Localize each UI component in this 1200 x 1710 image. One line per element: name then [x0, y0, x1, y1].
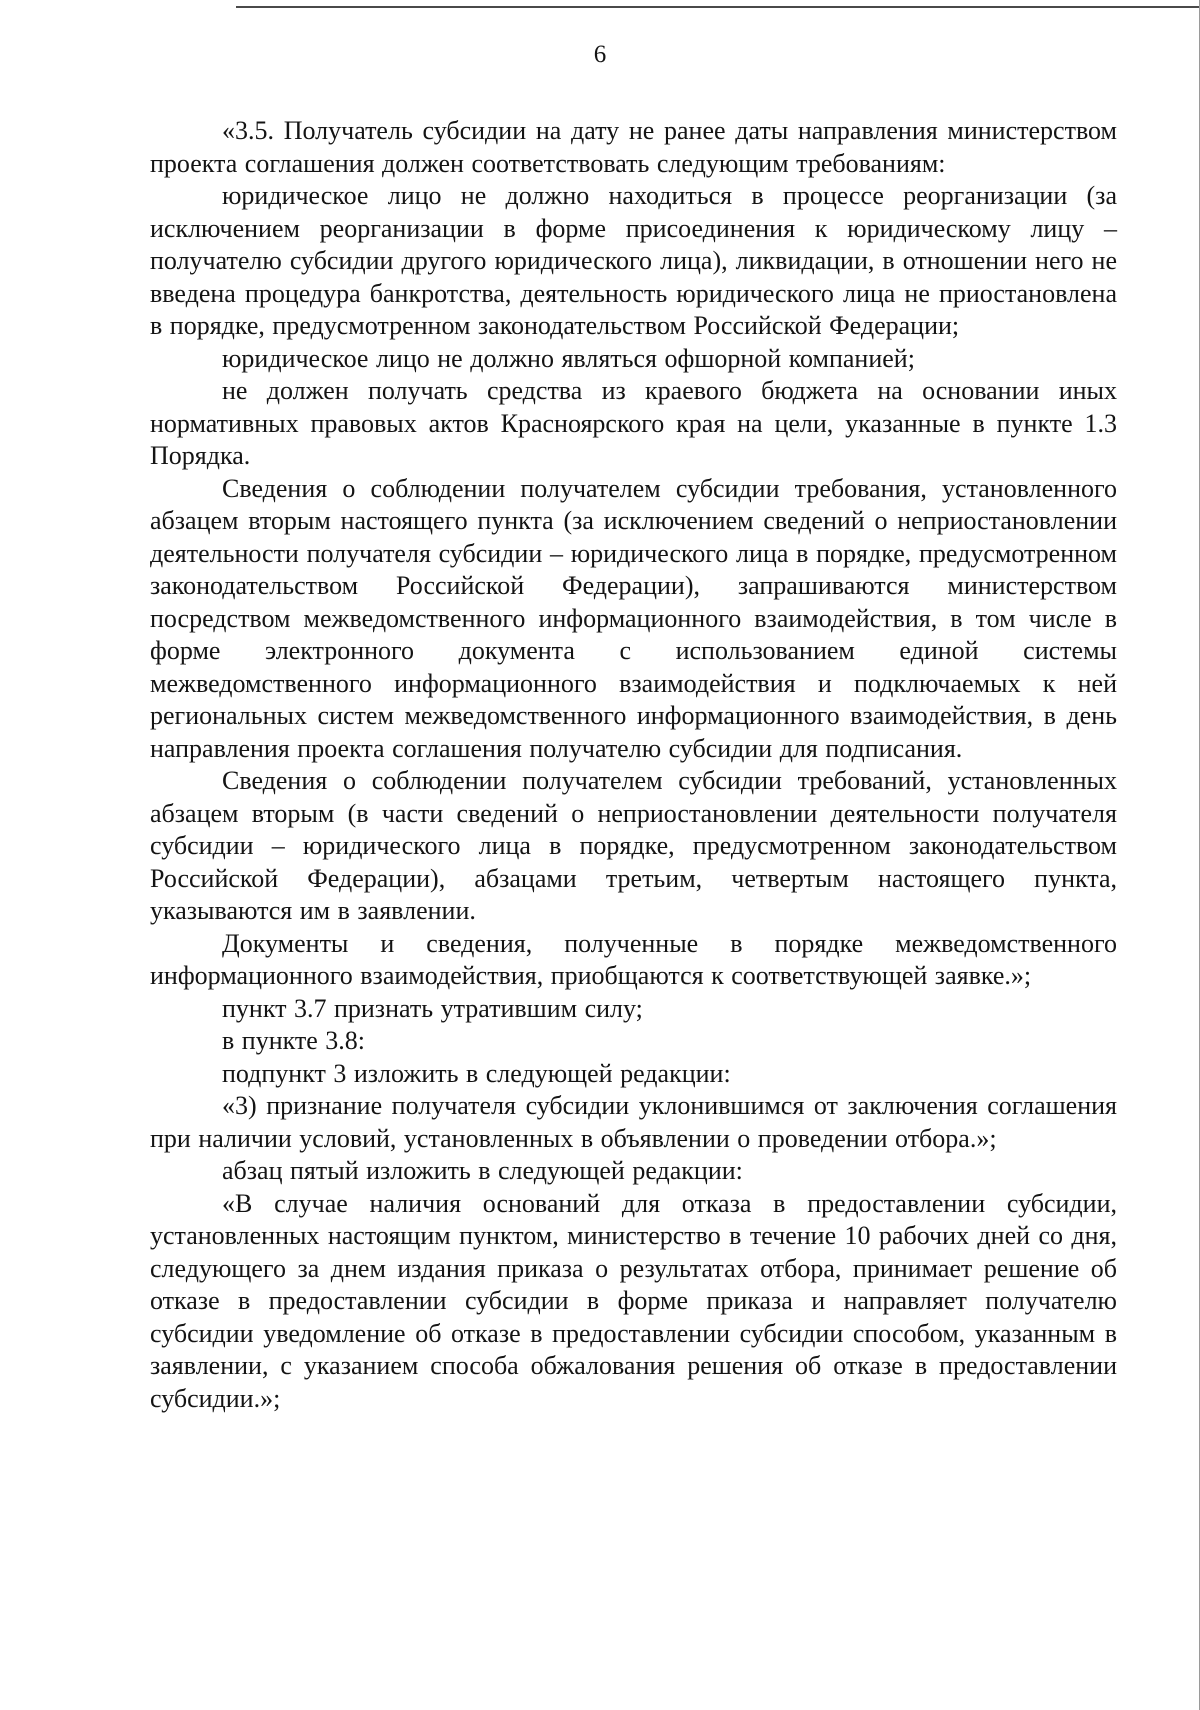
paragraph-reorganization: юридическое лицо не должно находиться в процессе реорганизации (за исключением реорганизации в форме присоединения к юридическому лицу – получателю субсидии другого юридического лица), ликвидации, в отношении него не введена процедура банкротства, деятельность юридического лица не приостановлена в порядке, предусмотренном законодательством Российской Федерации;	[150, 181, 1117, 340]
paragraph-fifth-abzats: абзац пятый изложить в следующей редакции:	[222, 1156, 743, 1185]
document-body	[150, 115, 1117, 1415]
paragraph-requirements-intro: «3.5. Получатель субсидии на дату не ранее даты направления министерством проекта соглашения должен соответствовать следующим требованиям:	[150, 116, 1117, 178]
paragraph-offshore: юридическое лицо не должно являться офшорной компанией;	[222, 343, 915, 373]
paragraph-budget-funds: не должен получать средства из краевого бюджета на основании иных нормативных правовых актов Красноярского края на цели, указанные в пункте 1.3 Порядка.	[150, 376, 1117, 470]
paragraph-documents-attached: Документы и сведения, полученные в порядке межведомственного информационного взаимодействия, приобщаются к соответствующей заявке.»;	[150, 928, 1117, 990]
paragraph-refusal: «В случае наличия оснований для отказа в предоставлении субсидии, установленных настоящим пунктом, министерство в течение 10 рабочих дней со дня, следующего за днем издания приказа о результатах отбора, принимает решение об отказе в предоставлении субсидии в форме приказа и направляет получателю субсидии уведомление об отказе в предоставлении субсидии способом, указанным в заявлении, с указанием способа обжалования решения об отказе в предоставлении субсидии.»;	[150, 1188, 1117, 1413]
page-number: 6	[593, 41, 607, 68]
paragraph-clause-3-7: пункт 3.7 признать утратившим силу;	[222, 993, 643, 1023]
paragraph-application-statement: Сведения о соблюдении получателем субсидии требований, установленных абзацем вторым (в части сведений о неприостановлении деятельности получателя субсидии – юридического лица в порядке, предусмотренном законодательством Российской Федерации), абзацами третьим, четвертым настоящего пункта, указываются им в заявлении.	[150, 766, 1117, 925]
paragraph-subclause-3: подпункт 3 изложить в следующей редакции:	[222, 1058, 731, 1088]
top-border-line	[236, 6, 1200, 8]
paragraph-clause-3-8: в пункте 3.8:	[222, 1026, 366, 1055]
paragraph-interagency-request: Сведения о соблюдении получателем субсидии требования, установленного абзацем вторым настоящего пункта (за исключением сведений о неприостановлении деятельности получателя субсидии – юридического лица в порядке, предусмотренном законодательством Российской Федерации), запрашиваются министерством посредством межведомственного информационного взаимодействия, в том числе в форме электронного документа с использованием единой системы межведомственного информационного взаимодействия и подключаемых к ней региональных систем межведомственного информационного взаимодействия, в день направления проекта соглашения получателю субсидии для подписания.	[150, 473, 1117, 763]
paragraph-evasion: «3) признание получателя субсидии уклонившимся от заключения соглашения при наличии условий, установленных в объявлении о проведении отбора.»;	[150, 1091, 1117, 1153]
